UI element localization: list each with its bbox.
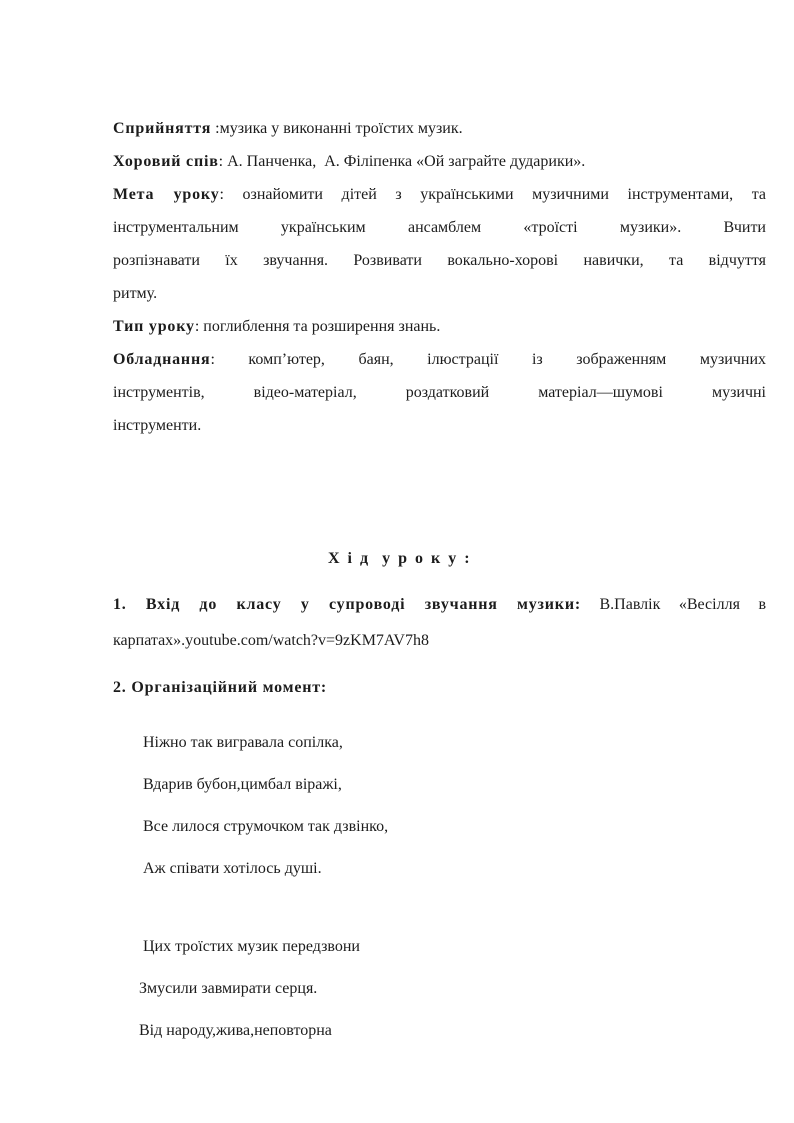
item-1-text: В.Павлік «Весілля в [580,596,766,613]
text-goal-line-4: ритму. [113,285,158,302]
paragraph-goal-line-3 [113,244,766,277]
text-equipment-line-3: інструменти. [113,417,202,434]
label-choral-singing: Хоровий спів [113,153,219,170]
lesson-flow-heading: Х і д у р о к у : [328,550,472,567]
item-1-bold-label: 1. Вхід до класу у супроводі звучання музики: [113,596,581,613]
poem-line-7: Від народу,жива,неповторна [139,1022,332,1039]
paragraph-goal-line-2 [113,211,766,244]
numbered-item-2: 2. Організаційний момент: [113,679,328,696]
label-equipment: Обладнання [113,351,211,368]
numbered-item-1 [113,587,766,659]
label-lesson-type: Тип уроку [113,318,195,335]
document-text-column [113,112,766,1052]
label-perception: Сприйняття [113,120,212,137]
paragraph-choral-singing [113,145,766,178]
poem-line-5: Цих троїстих музик передзвони [139,938,360,955]
poem-line-2: Вдарив бубон,цимбал віражі, [139,776,342,793]
text-goal-line-1: : ознайомити дітей з українськими музичними інструментами, та [219,186,767,203]
poem-stanza-2 [113,926,766,1052]
text-lesson-type: : поглиблення та розширення знань. [194,318,441,335]
poem-stanza-1 [113,722,766,890]
text-goal-line-3: розпізнавати їх звучання. Розвивати вокально-хорові навички, та відчуття [113,252,766,269]
poem-line-3: Все лилося струмочком так дзвінко, [139,818,389,835]
item-1-line-2-url-text: карпатах».youtube.com/watch?v=9zKM7AV7h8 [113,632,429,649]
paragraph-equipment-line-3 [113,409,766,442]
poem-line-6: Змусили завмирати серця. [139,980,318,997]
paragraph-perception [113,112,766,145]
text-choral-singing: : А. Панченка, А. Філіпенка «Ой заграйте дударики». [218,153,586,170]
text-perception: :музика у виконанні троїстих музик. [211,120,463,137]
lesson-header-block [113,112,766,442]
text-equipment-line-1: : комп’ютер, баян, ілюстрації із зображенням музичних [210,351,766,368]
paragraph-goal-line-1 [113,178,766,211]
paragraph-lesson-type [113,310,766,343]
text-equipment-line-2: інструментів, відео-матеріал, роздатковий матеріал—шумові музичні [113,384,766,401]
poem-line-1: Ніжно так вигравала сопілка, [139,734,343,751]
poem-line-4: Аж співати хотілось душі. [139,860,322,877]
text-goal-line-2: інструментальним українським ансамблем «троїсті музики». Вчити [113,219,766,236]
paragraph-equipment-line-2 [113,376,766,409]
label-goal: Мета уроку [113,186,220,203]
item-1-line-1 [113,587,766,623]
paragraph-equipment-line-1 [113,343,766,376]
paragraph-goal-line-4 [113,277,766,310]
